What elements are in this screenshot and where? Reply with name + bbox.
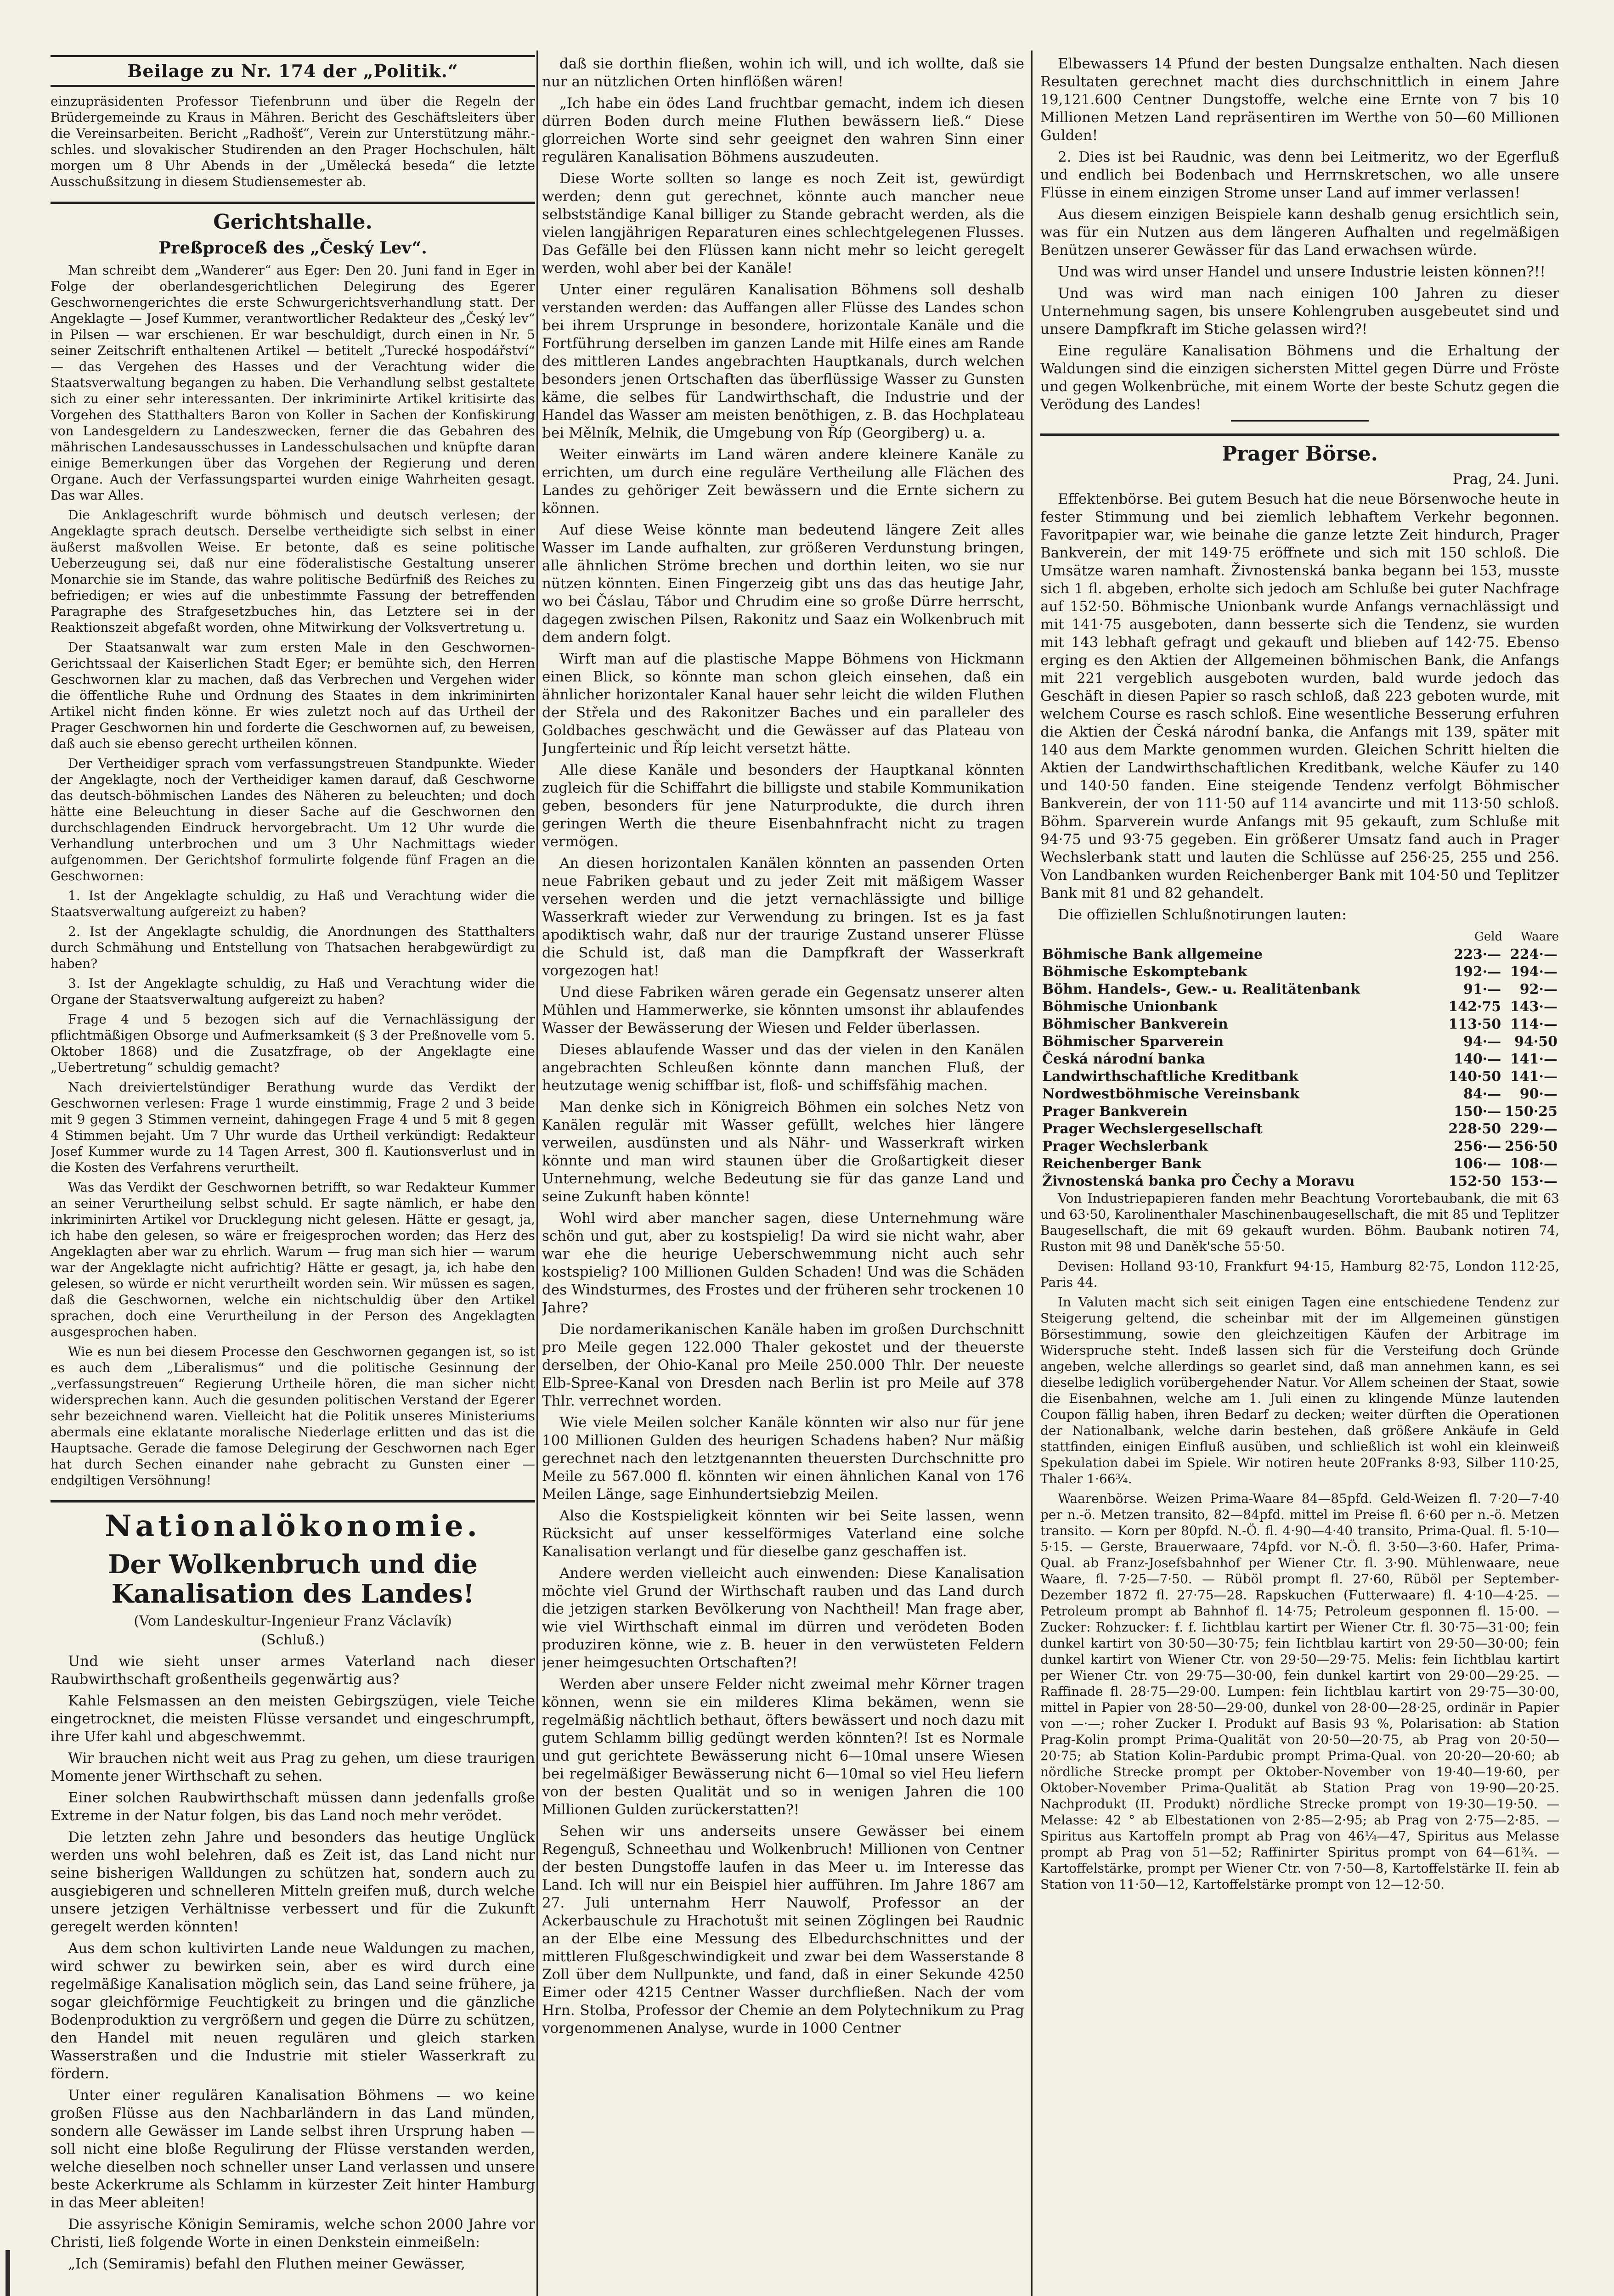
paragraph: Elbewassers 14 Pfund der besten Dungsalze enthalten. Nach diesen Resultaten gerechnet macht dies durchschnittlich in einem Jahre 19,121.600 Centner Dungstoffe, welche eine Ernte von 7 bis 10 Millionen Metzen Land repräsentiren im Werthe von 50—60 Millionen Gulden! xyxy=(1040,56,1559,144)
quote-ask: 143·— xyxy=(1510,999,1558,1015)
paragraph: Die offiziellen Schlußnotirungen lauten: xyxy=(1058,906,1347,923)
quote-ask: 94·50 xyxy=(1514,1034,1558,1050)
quote-ask: 194·— xyxy=(1510,964,1558,980)
paragraph: Waarenbörse. Weizen Prima-Waare 84—85pfd. Geld-Weizen fl. 7·20—7·40 per n.-ö. Metzen transito, 82—84pfd. mittel im Preise fl. 6·60 per n.-ö. Metzen transito. — Korn per 80pfd. N.-Ö. fl. 4·90—4·40 transito, Prima-Qual. fl. 5·10—5·15. — Gerste, Brauerwaare, 74pfd. vor N.-Ö. fl. 3·50—3·60. Hafer, Prima-Qual. ab Franz-Josefsbahnhof per Wiener Ctr. fl. 3·90. Mühlenwaare, neue Waare, fl. 7·25—7·50. — Rüböl prompt fl. 27·60, Rüböl per September-Dezember 1872 fl. 27·75—28. Rapskuchen (Futterwaare) fl. 4·10—4·25. — Petroleum prompt ab Bahnhof fl. 14·75; Petroleum gesponnen fl. 15·00. — Zucker: Rohzucker: f. f. Iichtblau kartirt per Wiener Ctr. fl. 30·75—31·00; fein dunkel kartirt von 30·50—30·75; fein Iichtblau kartirt von 29·50—30·00; fein dunkel kartirt von Wiener Ctr. von 29·50—29·75. Melis: fein Iichtblau kartirt per Wiener Ctr. von 29·75—30·00, fein dunkel kartirt von 29·00—29·25. — Raffinade fl. 28·75—29·00. Lumpen: fein Iichtblau kartirt von 29·75—30·00, mittel in Papier von 28·50—29·00, dunkel von 28·00—28·25, ordinär in Papier von —·—; roher Zucker I. Produkt auf Basis 93 %, Polarisation: ab Station Prag-Kolin prompt Prima-Qualität von 20·50—20·75, ab Prag von 20·50—20·75; ab Station Kolin-Pardubic prompt Prima-Qual. von 20·20—20·60; ab nördliche Strecke prompt per Oktober-November von 19·40—19·60, per Oktober-November Prima-Qualität ab Station Prag von 19·90—20·25. Nachprodukt (II. Produkt) nördliche Strecke prompt von 19·30—19·50. — Melasse: 42 ° ab Elbestationen von 2·85—2·95; ab Prag von 2·75—2·85. — Spiritus aus Kartoffeln prompt ab Prag von 46¼—47, Spiritus aus Melasse prompt ab Prag von 51—52; Raffinirter Spiritus prompt von 64—61¾. — Kartoffelstärke, prompt per Wiener Ctr. von 7·50—8, Kartoffelstärke II. fein ab Station von 11·50—12, Kartoffelstärke prompt von 12—12·50. xyxy=(1040,1491,1559,1892)
quote-bid: 113·50 xyxy=(1448,1016,1501,1032)
cloudburst-article-body xyxy=(51,1653,535,2273)
column-middle xyxy=(542,55,1024,2296)
quote-bid: 91·— xyxy=(1463,981,1501,997)
paragraph: Sehen wir uns anderseits unsere Gewässer bei einem Regenguß, Schneethau und Wolkenbruch! Millionen von Centner der besten Dungstoffe laufen in das Meer u. im Interesse das Land. Ich will nur ein Beispiel hier aufführen. Im Jahre 1867 am 27. Juli unternahm Herr Nauwolf, Professor an der Ackerbauschule zu Hrachotušt mit seinen Zöglingen bei Raudnic an der Elbe eine Messung des Elbedurchschnittes und der mittleren Flußgeschwindigkeit und zwar bei dem Wasserstande 8 Zoll über dem Nullpunkte, und fand, daß in einer Sekunde 4250 Eimer oder 4215 Centner Wasser durchfließen. Nach der vom Hrn. Stolba, Professor der Chemie an dem Polytechnikum zu Prag vorgenommenen Analyse, wurde in 1000 Centner xyxy=(542,1823,1024,2037)
paragraph: Unter einer regulären Kanalisation Böhmens soll deshalb verstanden werden: das Auffangen aller Flüsse des Landes schon bei ihrem Ursprunge in besondere, horizontale Kanäle und die Fortführung derselben im ganzen Lande mit Hilfe eines am Rande des mittleren Landes angebrachten Hauptkanals, durch welchen besonders jenen Ortschaften das überflüssige Wasser zu Gunsten käme, die selbes für Landwirthschaft, die Industrie und der Handel das Wasser am meisten benöthigen, z. B. das Hochplateau bei Mělník, Melnik, die Umgebung von Říp (Georgiberg) u. a. xyxy=(542,281,1024,441)
quote-name: Böhmischer Bankverein xyxy=(1042,1016,1228,1032)
paragraph: Wohl wird aber mancher sagen, diese Unternehmung wäre schön und gut, aber zu kostspielig! Da wird sie nicht wahr, aber war ehe die heurige Ueberschwemmung nicht auch sehr kostspielig? 100 Millionen Gulden Schaden! Und was die Schäden des Windsturmes, des Frostes und der früheren sehr trockenen 10 Jahre? xyxy=(542,1210,1024,1316)
paragraph: Wir brauchen nicht weit aus Prag zu gehen, um diese traurigen Momente jener Wirthschaft zu sehen. xyxy=(51,1750,535,1784)
stock-report-body xyxy=(1040,490,1559,924)
paragraph: Und wie sieht unser armes Vaterland nach dieser Raubwirthschaft großentheils gegenwärtig aus? xyxy=(51,1653,535,1688)
paragraph: 2. Dies ist bei Raudnic, was denn bei Leitmeritz, wo der Egerfluß und endlich bei Bodenbach und Herrnskretschen, wo alle unsere Flüsse in einem einzigen Strome unser Land auf immer verlassen! xyxy=(1040,149,1559,201)
column-rule xyxy=(536,51,538,2296)
section-title-economy: Nationalökonomie. xyxy=(51,1500,535,1543)
paragraph: Wirft man auf die plastische Mappe Böhmens von Hickmann einen Blick, so könnte man schon gleich einsehen, daß ein ähnlicher horizontaler Kanal hauer sehr leicht die wilden Fluthen der Střela und des Rakonitzer Baches und ein paralleler des Goldbaches geschwächt und die Gewässer auf das Plateau von Jungferteinic und Říp leicht versetzt hätte. xyxy=(542,651,1024,757)
quote-row xyxy=(1040,981,1559,998)
paragraph: Die letzten zehn Jahre und besonders das heutige Unglück werden uns wohl belehren, daß es Zeit ist, das Land nicht nur seine bisherigen Walldungen zu schützen hat, sondern auch zu ausgiebigeren und schnelleren Mitteln greifen muß, durch welche unsere jetzigen Verhältnisse verbessert und für die Zukunft geregelt werden könnten! xyxy=(51,1829,535,1935)
quote-bid: 150·— xyxy=(1454,1103,1501,1120)
separator-rule xyxy=(1231,420,1369,422)
quote-name: Landwirthschaftliche Kreditbank xyxy=(1042,1069,1298,1085)
cloudburst-article-continued xyxy=(542,55,1024,2037)
quote-bid: 94·— xyxy=(1463,1034,1501,1050)
paragraph: Wie viele Meilen solcher Kanäle könnten wir also nur für jene 100 Millionen Gulden des heurigen Schadens haben? Nur mäßig gerechnet nach den letztgenannten theuersten Durchschnitte pro Meile zu 567.000 fl. könnten wir einen ähnlichen Kanal von 176 Meilen Länge, sage Einhundertsiebzig Meilen. xyxy=(542,1414,1024,1503)
paragraph: In Valuten macht sich seit einigen Tagen eine entschiedene Tendenz zur Steigerung geltend, die scheinbar mit der im Allgemeinen günstigen Börsestimmung, sowie den gleichzeitigen Käufen der Arbitrage im Widerspruche steht. Indeß lassen sich für die Versteifung doch Gründe angeben, welche allerdings so gearlet sind, daß man annehmen kann, es sei dieselbe lediglich vorübergehender Natur. Vor Allem scheinen der Staat, sowie die Eisenbahnen, welche am 1. Juli einen zu klingende Münze lautenden Coupon fällig haben, ihren Bedarf zu decken; weiter dürften die Operationen der Nationalbank, welche darin bestehen, daß größere Ankäufe in Geld stattfinden, einigen Einfluß ausüben, und schließlich ist wohl ein kleinweiß Spekulation dabei im Spiele. Wir notiren heute 20Franks 8·93, Silber 110·25, Thaler 1·66¾. xyxy=(1040,1294,1559,1486)
paragraph: Effektenbörse. Bei gutem Besuch hat die neue Börsenwoche heute in fester Stimmung und bei ziemlich lebhaftem Verkehr begonnen. Favoritpapier war, wie beinahe die ganze letzte Zeit hindurch, Prager Bankverein, der mit 149·75 eröffnete und sich mit 150 schloß. Die Umsätze waren namhaft. Živnostenská banka begann bei 153, musste sich 1 fl. abgeben, erholte sich jedoch am Schluße bei guter Nachfrage auf 152·50. Böhmische Unionbank wurde Anfangs vernachlässigt und mit 141·75 ausgeboten, dann besserte sich die Tendenz, sie wurden mit 143 lebhaft gefragt und gekauft und blieben auf 142·75. Ebenso erging es den Aktien der Allgemeinen böhmischen Bank, die Anfangs mit 221 vergeblich ausgeboten wurden, bald wurde jedoch das Geschäft in diesen Papier so rasch schloß, daß 223 geboten wurde, mit welchem Course es rasch schloß. Eine wesentliche Besserung erfuhren die Aktien der Česká národní banka, die Anfangs mit 139, später mit 140 aus dem Markte genommen wurden. Gleichen Schritt hielten die Aktien der Landwirthschaftlichen Kreditbank, welche Käufer zu 140 und 140·50 fanden. Eine steigende Tendenz verfolgt Böhmischer Bankverein, der von 111·50 auf 114 avancirte und mit 113·50 schloß. Böhm. Sparverein wurde Anfangs mit 95 gekauft, zum Schluße mit 94·75 und 93·75 gegeben. Ein größerer Umsatz fand auch in Prager Wechslerbank statt und lauten die Schlüsse auf 256·25, 255 und 256. Von Landbanken wurden Reichenberger Bank mit 104·50 und Teplitzer Bank mit 81 und 82 gehandelt. xyxy=(1040,491,1559,901)
quote-ask: 224·— xyxy=(1510,946,1558,962)
quote-row xyxy=(1040,998,1559,1016)
column-left xyxy=(51,55,535,2296)
article-heading-press-trial: Preßproceß des „Český Lev“. xyxy=(158,238,427,258)
quote-ask: 256·50 xyxy=(1505,1138,1558,1154)
column-rule xyxy=(1031,51,1033,2296)
quote-row xyxy=(1040,1068,1559,1086)
quote-name: Nordwestböhmische Vereinsbank xyxy=(1042,1086,1299,1102)
paragraph: Man schreibt dem „Wanderer“ aus Eger: Den 20. Juni fand in Eger in Folge der oberlandesgerichtlichen Delegirung des Egerer Geschwornengerichtes die erste Schwurgerichtsverhandlung statt. Der Angeklagte — Josef Kummer, verantwortlicher Redakteur des „Český lev“ in Pilsen — war erschienen. Er war beschuldigt, durch einen in Nr. 5 seiner Zeitschrift enthaltenen Artikel — betitelt „Turecké hospodářství“ — das Vergehen des Hasses und der Verachtung wider die Staatsverwaltung begangen zu haben. Die Verhandlung selbst gestaltete sich zu einer sehr interessanten. Der inkriminirte Artikel kritisirte das Vorgehen des Statthalters Baron von Koller in Sachen der Konfiskirung von Landesgeldern zu Landeszwecken, ferner die das Gebahren des mährischen Landesausschusses in Landesschulsachen und knüpfte daran einige Bemerkungen über das Vorgehen der Regierung und deren Organe. Auch der Verfassungspartei wurden einige Wahrheiten gesagt. Das war Alles. xyxy=(51,263,535,503)
paragraph: Also die Kostspieligkeit könnten wir bei Seite lassen, wenn Rücksicht auf unser kesselförmiges Vaterland eine solche Kanalisation verlangt und für dieselbe ganz geschaffen ist. xyxy=(542,1508,1024,1560)
quote-row xyxy=(1040,1016,1559,1033)
cloudburst-article-end xyxy=(1040,55,1559,414)
quote-row xyxy=(1040,1173,1559,1190)
quote-row xyxy=(1040,1120,1559,1138)
paragraph: 2. Ist der Angeklagte schuldig, die Anordnungen des Statthalters durch Schmähung und Entstellung von Thatsachen herabgewürdigt zu haben? xyxy=(51,924,535,971)
paragraph: Und was wird man nach einigen 100 Jahren zu dieser Unternehmung sagen, bis unsere Kohlengruben ausgebeutet sind und unsere Dampfkraft im Stiche gelassen wird?! xyxy=(1040,285,1559,338)
quote-name: Reichenberger Bank xyxy=(1042,1156,1201,1172)
closing-quotes-table xyxy=(1040,928,1559,1190)
quote-row xyxy=(1040,963,1559,981)
quote-name: Prager Bankverein xyxy=(1042,1103,1188,1120)
quote-row xyxy=(1040,1086,1559,1103)
quote-name: Böhmischer Sparverein xyxy=(1042,1034,1224,1050)
quote-header-ask: Waare xyxy=(1520,930,1559,944)
paragraph: „Ich habe ein ödes Land fruchtbar gemacht, indem ich diesen dürren Boden durch meine Fluthen bewässern ließ.“ Diese glorreichen Worte sind sehr geeignet den wahren Sinn einer regulären Kanalisation Böhmens auszudeuten. xyxy=(542,95,1024,165)
paragraph: Weiter einwärts im Land wären andere kleinere Kanäle zu errichten, um durch eine reguläre Vertheilung alle Flächen des Landes zu gehöriger Zeit bewässern und die Ernte sichern zu können. xyxy=(542,446,1024,517)
paragraph: Alle diese Kanäle und besonders der Hauptkanal könnten zugleich für die Schiffahrt die billigste und stabile Kommunikation geben, besonders für jene Naturprodukte, die durch ihren geringen Werth die theure Eisenbahnfracht nicht zu tragen vermögen. xyxy=(542,762,1024,850)
paragraph: Wie es nun bei diesem Processe den Geschwornen gegangen ist, so ist es auch dem „Liberalismus“ und die politische Gesinnung der „verfassungstreuen“ Regierung Urtheile hören, die man sicher nicht widersprechen kann. Auch die gesunden politischen Verstand der Egerer sehr bezeichnend waren. Vielleicht hat die Politik unseres Ministeriums abermals eine eklatante moralische Niederlage erlitten und das ist die Hauptsache. Gerade die famose Delegirung der Geschwornen nach Eger hat durch Sechen einander nahe gebracht zu Gunsten einer — endgiltigen Versöhnung! xyxy=(51,1344,535,1488)
quote-bid: 152·50 xyxy=(1448,1173,1501,1189)
paragraph: Dieses ablaufende Wasser und das der vielen in den Kanälen angebrachten Schleußen könnte dann manchen Fluß, der heutzutage wenig schiffbar ist, floß- und schiffsfähig machen. xyxy=(542,1041,1024,1094)
paragraph: Man denke sich in Königreich Böhmen ein solches Netz von Kanälen regulär mit Wasser gefüllt, welches hier längere verweilen, ausdünsten und als Nähr- und Wasserkraft wirken könnte und man wird staunen über die Großartigkeit dieser Unternehmung, welche Bedeutung sie für das ganze Land und seine Zukunft haben könnte! xyxy=(542,1099,1024,1205)
paragraph: Von Industriepapieren fanden mehr Beachtung Vorortebaubank, die mit 63 und 63·50, Karolinenthaler Maschinenbaugesellschaft, die mit 85 und Teplitzer Baugesellschaft, die mit 69 gekauft wurden. Böhm. Baubank notiren 74, Ruston mit 98 und Daněk'sche 55·50. xyxy=(1040,1191,1559,1254)
paragraph: Kahle Felsmassen an den meisten Gebirgszügen, viele Teiche eingetrocknet, die meisten Flüsse versandet und eingeschrumpft, ihre Ufer kahl und abgeschwemmt. xyxy=(51,1693,535,1745)
paragraph: Die assyrische Königin Semiramis, welche schon 2000 Jahre vor Christi, ließ folgende Worte in einen Denkstein einmeißeln: xyxy=(51,2216,535,2251)
paragraph: Devisen: Holland 93·10, Frankfurt 94·15, Hamburg 82·75, London 112·25, Paris 44. xyxy=(1040,1259,1559,1290)
quote-ask: 114·— xyxy=(1510,1016,1558,1032)
article-byline: (Vom Landeskultur-Ingenieur Franz Václavík) xyxy=(134,1613,452,1629)
quote-bid: 228·50 xyxy=(1448,1121,1501,1137)
quote-name: Prager Wechslerbank xyxy=(1042,1138,1208,1154)
article-title-cloudburst: Der Wolkenbruch und die Kanalisation des Landes! xyxy=(107,1549,478,1609)
court-article-body xyxy=(51,262,535,1488)
paragraph: Frage 4 und 5 bezogen sich auf die Vernachlässigung der pflichtmäßigen Obsorge und Aufmerksamkeit (§ 3 der Preßnovelle vom 5. Oktober 1868) und die Zusatzfrage, ob der Angeklagte eine „Uebertretung“ schuldig gemacht? xyxy=(51,1012,535,1075)
paragraph: Und diese Fabriken wären gerade ein Gegensatz unserer alten Mühlen und Hammerwerke, sie könnten umsonst ihr ablaufendes Wasser der Bewässerung der Wiesen und Felder überlassen. xyxy=(542,984,1024,1036)
paragraph: An diesen horizontalen Kanälen könnten an passenden Orten neue Fabriken gebaut und zu jeder Zeit mit mäßigem Wasser versehen werden und die jetzt vernachlässigte und billige Wasserkraft wieder zur Verwendung zu bringen. Ist es ja fast apodiktisch wahr, daß nur der traurige Zustand unserer Flüsse die Schuld ist, daß man die Dampfkraft der Wasserkraft vorgezogen hat! xyxy=(542,855,1024,979)
paragraph: Die nordamerikanischen Kanäle haben im großen Durchschnitt pro Meile gegen 122.000 Thaler gekostet und der theuerste derselben, der Ohio-Kanal pro Meile 250.000 Thlr. Der neueste Elb-Spree-Kanal von Dresden nach Berlin ist pro Meile auf 378 Thlr. verrechnet worden. xyxy=(542,1321,1024,1409)
quote-bid: 84·— xyxy=(1463,1086,1501,1102)
paragraph: Diese Worte sollten so lange es noch Zeit ist, gewürdigt werden; denn gut gerechnet, könnte auch mancher neue selbstständige Kanal billiger zu Stande gebracht werden, als die vielen langjährigen Reparaturen eines schlechtgelegenen Flusses. Das Gefälle bei den Flüssen kann nicht mehr so leicht geregelt werden, wohl aber bei der Kanäle! xyxy=(542,170,1024,276)
quote-bid: 223·— xyxy=(1454,946,1501,962)
supplement-header: Beilage zu Nr. 174 der „Politik.“ xyxy=(51,55,535,87)
quote-bid: 256·— xyxy=(1454,1138,1501,1154)
quote-ask: 92·— xyxy=(1519,981,1558,997)
paragraph: 1. Ist der Angeklagte schuldig, zu Haß und Verachtung wider die Staatsverwaltung aufgereizt zu haben? xyxy=(51,888,535,919)
quote-bid: 140·50 xyxy=(1448,1069,1501,1085)
paragraph: Eine reguläre Kanalisation Böhmens und die Erhaltung der Waldungen sind die einzigen sichersten Mittel gegen Dürre und Fröste und gegen Wolkenbrüche, mit einem Worte der beste Schutz gegen die Verödung des Landes! xyxy=(1040,343,1559,413)
quote-ask: 150·25 xyxy=(1505,1103,1558,1120)
paragraph: 3. Ist der Angeklagte schuldig, zu Haß und Verachtung wider die Organe der Staatsverwaltung aufgereizt zu haben? xyxy=(51,976,535,1007)
quote-bid: 140·— xyxy=(1454,1051,1501,1067)
quote-row xyxy=(1040,1033,1559,1051)
paragraph: Und was wird unser Handel und unsere Industrie leisten können?!! xyxy=(1058,264,1546,280)
market-report-continued xyxy=(1040,1190,1559,1892)
quote-name: Živnostenská banka pro Čechy a Moravu xyxy=(1042,1173,1355,1189)
quote-bid: 142·75 xyxy=(1448,999,1501,1015)
quote-row xyxy=(1040,946,1559,963)
paragraph: Andere werden vielleicht auch einwenden: Diese Kanalisation möchte viel Grund der Wirthschaft rauben und das Land durch die jetzigen starken Bevölkerung von Nachtheil! Man frage aber, wie viel Wirthschaft einmal im dürren und verödeten Boden produziren könne, wie z. B. heuer in den verwüsteten Feldern jener heimgesuchten Ortschaften?! xyxy=(542,1565,1024,1671)
section-title-stock-exchange: Prager Börse. xyxy=(1040,433,1559,466)
paragraph: Einer solchen Raubwirthschaft müssen dann jedenfalls große Extreme in der Natur folgen, bis das Land noch mehr verödet. xyxy=(51,1790,535,1824)
paragraph: Aus dem schon kultivirten Lande neue Waldungen zu machen, wird schwer zu bewirken sein, aber es wird durch eine regelmäßige Kanalisation möglich sein, das Land seine frühere, ja sogar gleichförmige Feuchtigkeit zu bringen und die gänzliche Bodenproduktion zu vergrößern und gegen die Dürre zu schützen, den Handel mit neuen regulären und gleich starken Wasserstraßen und die Industrie mit stieler Wasserkraft zu fördern. xyxy=(51,1940,535,2082)
quote-ask: 90·— xyxy=(1519,1086,1558,1102)
quote-header-bid: Geld xyxy=(1474,930,1503,944)
quote-row xyxy=(1040,1103,1559,1120)
paragraph: Unter einer regulären Kanalisation Böhmens — wo keine großen Flüsse aus den Nachbarländern in das Land münden, sondern alle Gewässer im Lande selbst ihren Ursprung haben — soll nicht eine bloße Regulirung der Flüsse verstanden werden, welche dieselben noch schneller unser Land verlassen und unsere beste Ackerkrume als Schlamm in kürzester Zeit hinter Hamburg in das Meer ableiten! xyxy=(51,2087,535,2211)
paragraph: Auf diese Weise könnte man bedeutend längere Zeit alles Wasser im Lande aufhalten, zur größeren Verdunstung bringen, alle ähnlichen Ströme brechen und dorthin leiten, wo sie nur nützen könnten. Einen Fingerzeig gibt uns das das heutige Jahr, wo bei Čáslau, Tábor und Chrudim eine so große Dürre herrscht, dagegen zwischen Pilsen, Rakonitz und Saaz ein Wolkenbruch mit dem andern folgt. xyxy=(542,522,1024,646)
quote-name: Prager Wechslergesellschaft xyxy=(1042,1121,1263,1137)
quote-ask: 153·— xyxy=(1510,1173,1558,1189)
dateline: Prag, 24. Juni. xyxy=(1452,470,1559,488)
paragraph: Die Anklageschrift wurde böhmisch und deutsch verlesen; der Angeklagte sprach deutsch. Derselbe vertheidigte sich selbst in einer äußerst maßvollen Weise. Er betonte, daß es seine politische Ueberzeugung sei, daß nur eine föderalistische Gestaltung unserer Monarchie sie im Stande, das wahre politische Bedürfniß des Reiches zu befriedigen; er wies auf die unbestimmte Fassung der betreffenden Paragraphe des Strafgesetzbuches hin, das Letztere sei in der Reaktionszeit abgefaßt worden, ohne Mitwirkung der Volksvertretung u. xyxy=(51,507,535,635)
quote-bid: 192·— xyxy=(1454,964,1501,980)
paragraph: Der Vertheidiger sprach vom verfassungstreuen Standpunkte. Wieder der Angeklagte, noch der Vertheidiger kamen darauf, daß Geschworne das deutsch-böhmischen Landes des Näheren zu beleuchten; und doch hätte eine Beleuchtung in dieser Sache auf die Geschwornen den durchschlagenden Eindruck hervorgebracht. Um 12 Uhr wurde die Verhandlung unterbrochen und um 3 Uhr Nachmittags wieder aufgenommen. Der Gerichtshof formulirte folgende fünf Fragen an die Geschwornen: xyxy=(51,756,535,884)
paragraph: Was das Verdikt der Geschwornen betrifft, so war Redakteur Kummer an seiner Verurtheilung selbst schuld. Er sagte nämlich, er habe den inkriminirten Artikel vor Drucklegung nicht gelesen. Hätte er gesagt, ja, ich habe den gelesen, so wäre er freigesprochen worden; das Herz des Angeklagten aber war zu ehrlich. Warum — frug man sich hier — warum war der Angeklagte nicht aufrichtig? Hätte er gesagt, ja, ich habe den gelesen, so würde er nicht verurtheilt worden sein. Wir müssen es sagen, daß die Geschwornen, welche ein nichtschuldig über den Artikel sprachen, doch eine Verurtheilung in der Person des Angeklagten ausgesprochen haben. xyxy=(51,1180,535,1339)
paragraph: daß sie dorthin fließen, wohin ich will, und ich wollte, daß sie nur an nützlichen Orten hinflößen wären! xyxy=(542,56,1024,90)
paragraph: Aus diesem einzigen Beispiele kann deshalb genug ersichtlich sein, was für ein Nutzen aus dem längeren Aufhalten und regelmäßigen Benützen unserer Gewässer für das Land erwachsen würde. xyxy=(1040,206,1559,259)
paragraph: Der Staatsanwalt war zum ersten Male in den Geschwornen-Gerichtssaal der Kaiserlichen Stadt Eger; er bemühte sich, den Herren Geschwornen klar zu machen, daß das Verbrechen und Vergehen wider die öffentliche Ruhe und Ordnung des Staates in dem inkriminirten Artikel nicht finden könne. Er wies zuletzt noch auf das Urtheil der Prager Geschwornen hin und forderte die Geschwornen auf, zu beweisen, daß auch sie ebenso gerecht urtheilen können. xyxy=(51,640,535,751)
quote-row xyxy=(1040,1138,1559,1155)
quote-name: Böhmische Eskomptebank xyxy=(1042,964,1247,980)
conclusion-mark: (Schluß.) xyxy=(261,1632,325,1648)
quote-row xyxy=(1040,1155,1559,1173)
quote-name: Böhm. Handels-, Gew.- u. Realitätenbank xyxy=(1042,981,1360,997)
column-right xyxy=(1040,55,1559,2296)
intro-notice: einzupräsidenten Professor Tiefenbrunn und über die Regeln der Brüdergemeinde zu Kraus in Mähren. Bericht des Geschäftsleiters über die Vereinsarbeiten. Bericht „Radhošť“, Verein zur Unterstützung mähr.-schles. und slovakischer Studirenden an den Prager Hochschulen, hält morgen um 8 Uhr Abends in der „Umělecká beseda“ die letzte Ausschußsitzung in diesem Studiensemester ab. xyxy=(51,94,535,189)
quote-ask: 141·— xyxy=(1510,1051,1558,1067)
quote-ask: 108·— xyxy=(1510,1156,1558,1172)
quote-name: Böhmische Bank allgemeine xyxy=(1042,946,1263,962)
quote-bid: 106·— xyxy=(1454,1156,1501,1172)
section-title-court: Gerichtshalle. xyxy=(51,202,535,234)
quote-ask: 229·— xyxy=(1510,1121,1558,1137)
scan-edge-mark xyxy=(6,2250,10,2296)
quote-ask: 141·— xyxy=(1510,1069,1558,1085)
paragraph: Nach dreiviertelstündiger Berathung wurde das Verdikt der Geschwornen verlesen: Frage 1 wurde einstimmig, Frage 2 und 3 beide mit 9 gegen 3 Stimmen verneint, dahingegen Frage 4 und 5 mit 8 gegen 4 Stimmen bejaht. Um 7 Uhr wurde das Urtheil verkündigt: Redakteur Josef Kummer wurde zu 14 Tagen Arrest, 300 fl. Kautionsverlust und in die Kosten des Verfahrens verurtheilt. xyxy=(51,1080,535,1175)
paragraph: „Ich (Semiramis) befahl den Fluthen meiner Gewässer, xyxy=(68,2256,466,2272)
quote-name: Česká národní banka xyxy=(1042,1051,1205,1067)
paragraph: Werden aber unsere Felder nicht zweimal mehr Körner tragen können, wenn sie ein milderes Klima bekämen, wenn sie regelmäßig nächtlich bethaut, öfters bewässert und noch dazu mit gutem Schlamm billig gedüngt werden könnten?! Ist es Normale und gut gerichtete Bewässerung nicht 6—10mal unsere Wiesen bei regelmäßiger Bewässerung nicht 6—10mal so viel Heu liefern von der besten Qualität und so in wenigen Jahren die 100 Millionen Gulden zurückerstatten?! xyxy=(542,1676,1024,1818)
quote-row xyxy=(1040,1051,1559,1068)
quote-name: Böhmische Unionbank xyxy=(1042,999,1218,1015)
